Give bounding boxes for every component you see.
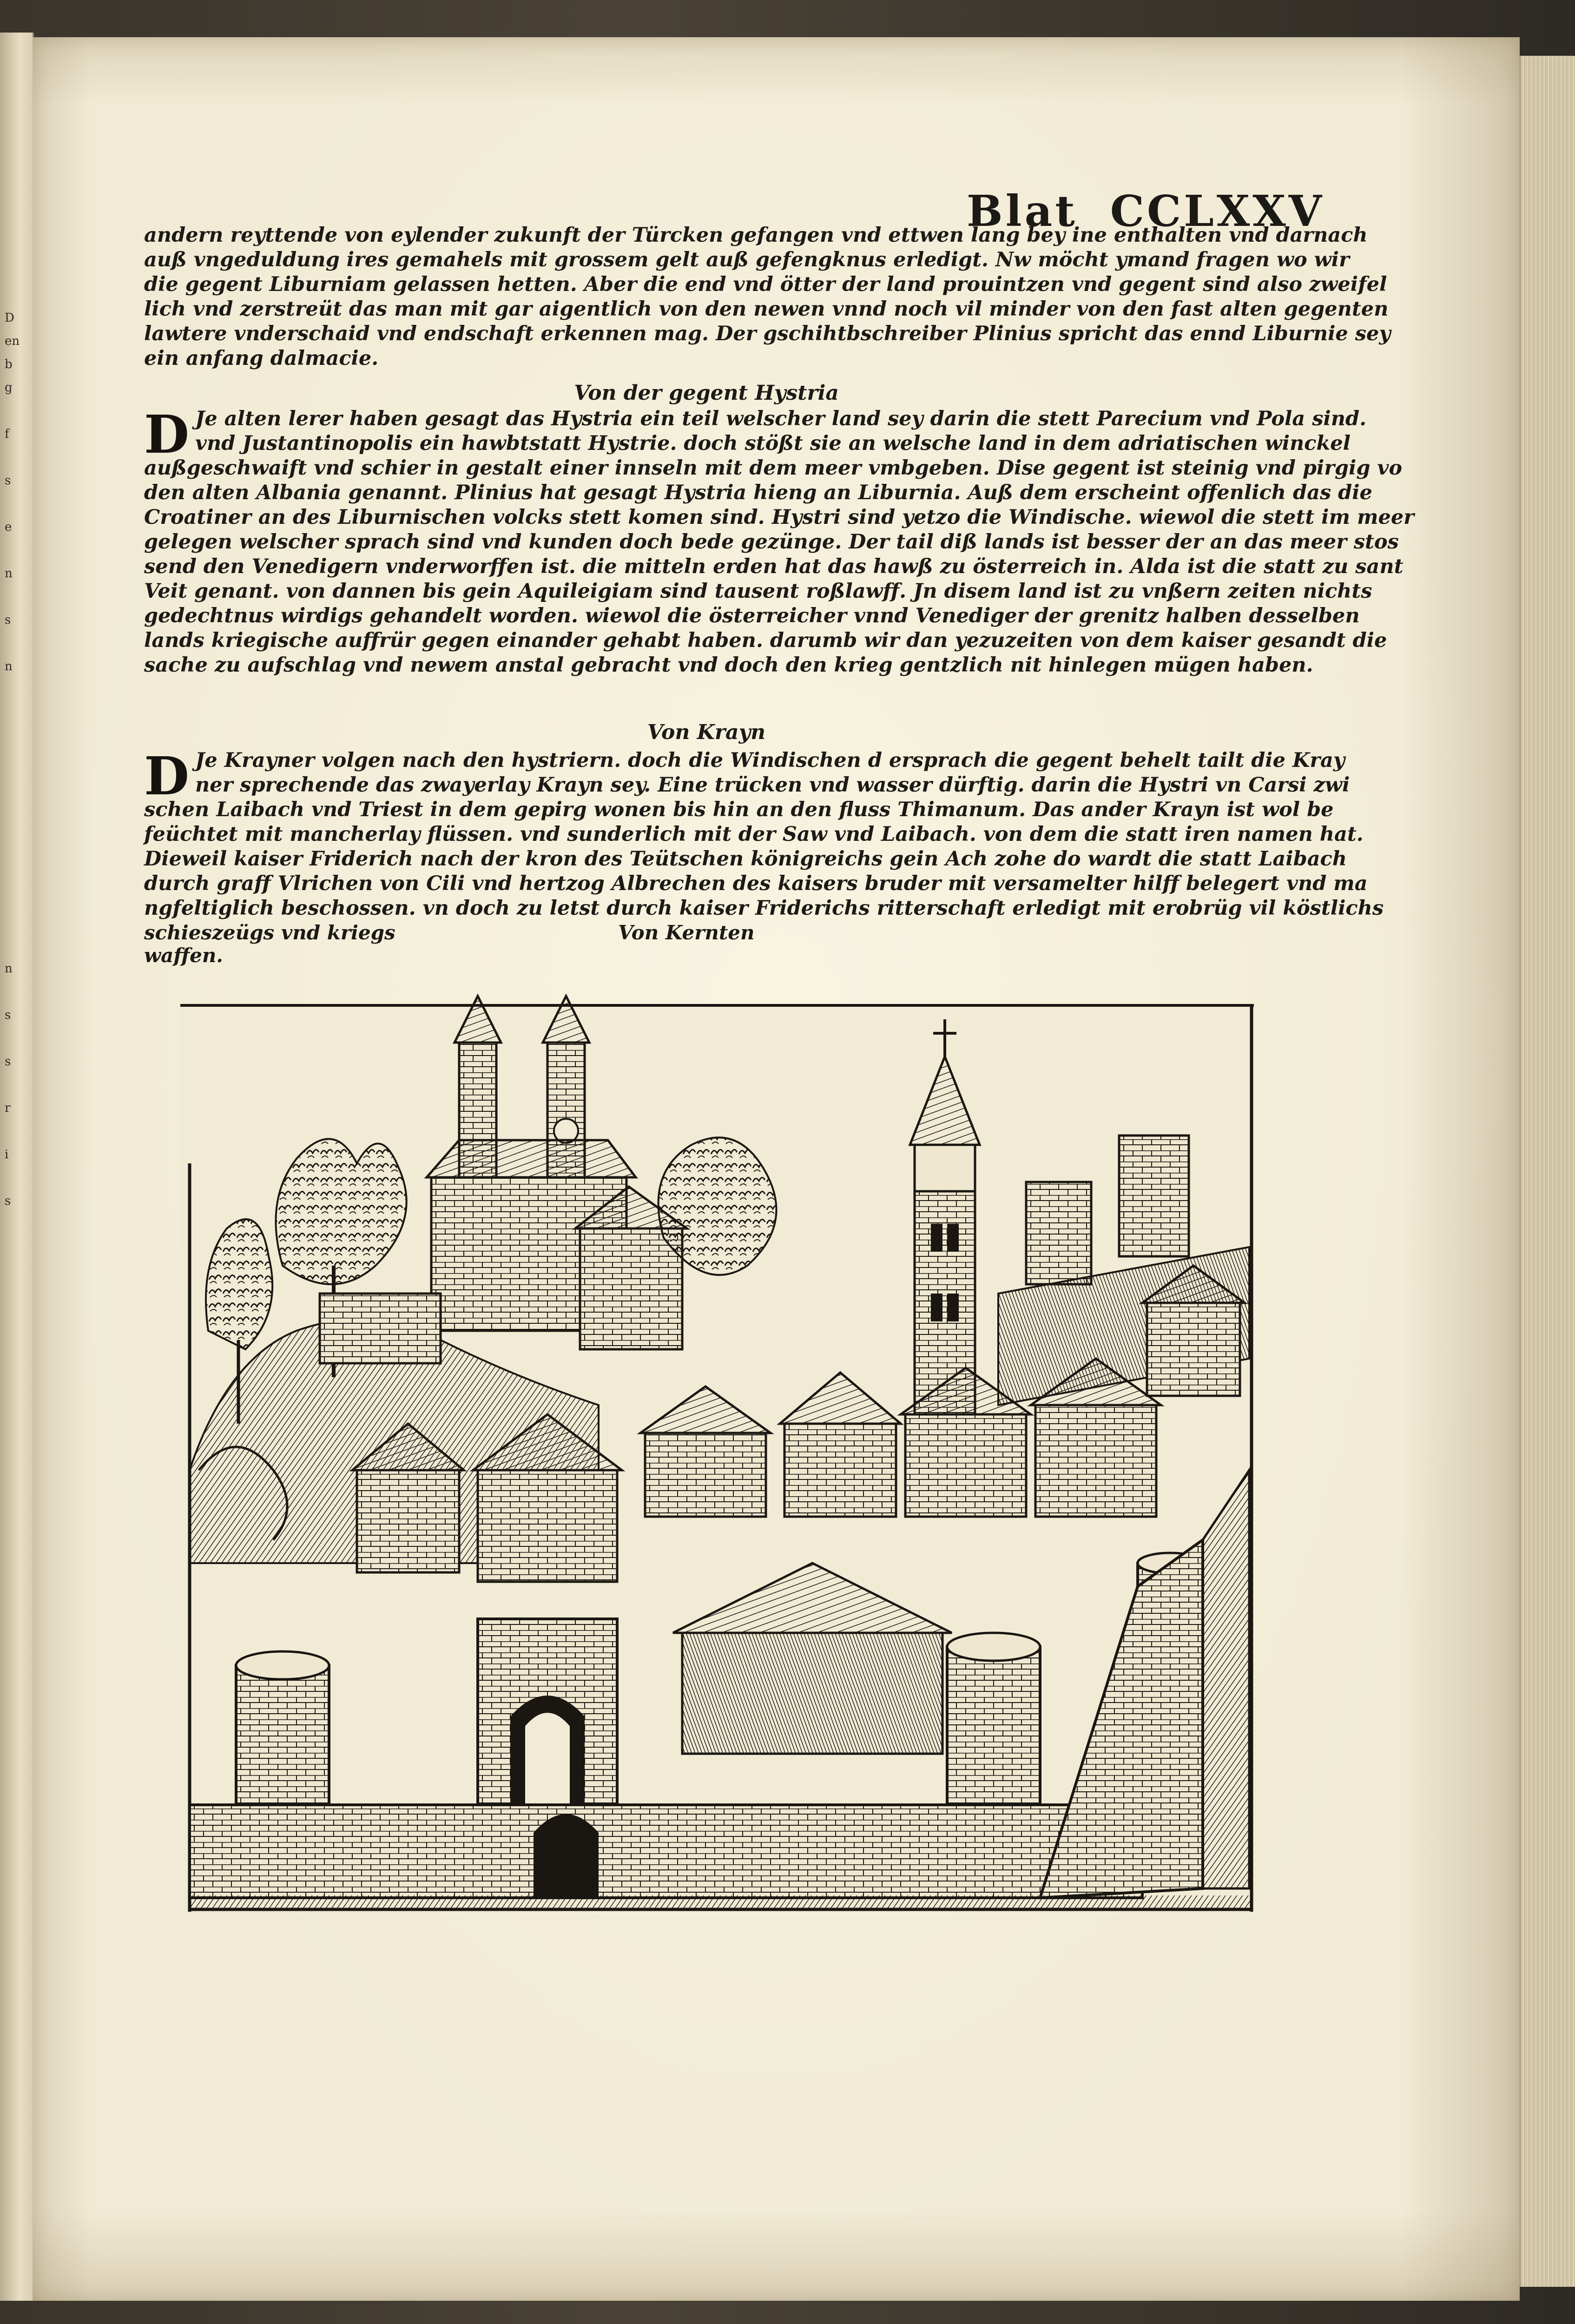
ghost-letter: e	[5, 520, 12, 534]
ghost-letter: D	[5, 311, 14, 325]
initial-letter: D	[144, 404, 190, 465]
krayn-paragraph	[144, 748, 1384, 921]
intro-paragraph	[144, 223, 1391, 371]
text-line: lawtere vnderschaid vnd endschaft erkennen mag. Der gschihtbschreiber Plinius spricht das ennd Liburnie sey	[144, 322, 1391, 345]
text-line: Je Krayner volgen nach den hystriern. doch die Windischen d ersprach die gegent behelt tailt die Kray	[195, 749, 1345, 772]
text-line: lich vnd zerstreüt das man mit gar aigentlich von den newen vnnd noch vil minder von den fast alten gegenten	[144, 297, 1389, 321]
text-line: send den Venedigern vnderworffen ist. die mitteln erden hat das hawß zu österreich in. Alda ist die statt zu sant	[144, 555, 1404, 578]
text-line: ein anfang dalmacie.	[144, 347, 379, 370]
woodcut-illustration	[180, 1005, 1254, 1912]
text-line: Dieweil kaiser Friderich nach der kron des Teütschen königreichs gein Ach zohe do wardt die statt Laibach	[144, 847, 1347, 871]
ghost-letter: n	[5, 660, 13, 673]
section-heading-krayn: Von Krayn	[647, 720, 766, 744]
ghost-letter: en	[5, 334, 20, 348]
text-line: Croatiner an des Liburnischen volcks stett komen sind. Hystri sind yetzo die Windische. wiewol die stett im meer	[144, 506, 1414, 529]
book-page	[33, 37, 1520, 2301]
left-facing-page	[0, 33, 34, 2301]
text-line: auß vngeduldung ires gemahels mit grossem gelt auß gefengknus erledigt. Nw möcht ymand fragen wo wir	[144, 248, 1350, 271]
ghost-letter: s	[5, 474, 11, 488]
city-gate	[478, 1619, 617, 1805]
text-line: Je alten lerer haben gesagt das Hystria ein teil welscher land sey darin die stett Parecium vnd Pola sind.	[195, 407, 1367, 430]
ghost-letter: s	[5, 613, 11, 627]
ghost-letter: f	[5, 427, 9, 441]
text-line: andern reyttende von eylender zukunft der Türcken gefangen vnd ettwen lang bey ine enthalten vnd darnach	[144, 224, 1368, 247]
text-line: vnd Justantinopolis ein hawbtstatt Hystrie. doch stößt sie an welsche land in dem adriatischen winckel	[195, 432, 1351, 455]
text-line: den alten Albania genannt. Plinius hat gesagt Hystria hieng an Liburnia. Auß dem erscheint offenlich das die	[144, 481, 1372, 504]
text-line: Veit genant. von dannen bis gein Aquileigiam sind tausent roßlawff. Jn disem land ist zu vnßern zeiten nichts	[144, 580, 1372, 603]
ghost-letter: n	[5, 962, 13, 976]
text-line: ner sprechende das zwayerlay Krayn sey. Eine trücken vnd wasser dürftig. darin die Hystri vn Carsi zwi	[195, 773, 1350, 797]
text-line: durch graff Vlrichen von Cili vnd hertzog Albrechen des kaisers bruder mit versamelter hilff belegert vnd ma	[144, 872, 1368, 895]
woodcut-city-view	[180, 1005, 1254, 1912]
ghost-letter: b	[5, 357, 13, 371]
text-line: die gegent Liburniam gelassen hetten. Aber die end vnd ötter der land prouintzen vnd gegent sind also zweifel	[144, 273, 1387, 296]
section-heading-kernten: Von Kernten	[618, 921, 755, 944]
text-line: ngfeltiglich beschossen. vn doch zu letst durch kaiser Friderichs ritterschaft erledigt mit erobrüg vil köstlichs	[144, 897, 1384, 920]
text-line: sache zu aufschlag vnd newem anstal gebracht vnd doch den krieg gentzlich nit hinlegen mügen haben.	[144, 654, 1313, 677]
foreground-ground	[190, 1895, 1252, 1909]
hystria-paragraph	[144, 407, 1414, 678]
page-edge-stack	[1520, 56, 1575, 2287]
ghost-letter: s	[5, 1008, 11, 1022]
text-line: feüchtet mit mancherlay flüssen. vnd sunderlich mit der Saw vnd Laibach. von dem die statt iren namen hat.	[144, 823, 1364, 846]
ghost-letter: s	[5, 1055, 11, 1069]
text-line: gelegen welscher sprach sind vnd kunden doch bede gezünge. Der tail diß lands ist besser der an das meer stos	[144, 530, 1399, 554]
text-line: schen Laibach vnd Triest in dem gepirg wonen bis hin an den fluss Thimanum. Das ander Krayn ist wol be	[144, 798, 1334, 821]
ghost-letter: n	[5, 567, 13, 581]
text-line: gedechtnus wirdigs gehandelt worden. wiewol die österreicher vnnd Venediger der grenitz halben desselben	[144, 604, 1360, 627]
ghost-letter: r	[5, 1101, 11, 1115]
initial-letter: D	[144, 746, 190, 807]
folio-word: Blat	[966, 186, 1078, 236]
folio-number: CCLXXV	[1110, 186, 1325, 236]
ghost-letter: i	[5, 1148, 9, 1162]
ghost-letter: s	[5, 1194, 11, 1208]
krayn-last-line: schieszeügs vnd kriegs waffen.	[144, 921, 395, 967]
timber-houses	[682, 1633, 942, 1754]
text-line: lands kriegische auffrür gegen einander gehabt haben. darumb wir dan yezuzeiten von dem kaiser gesandt die	[144, 629, 1387, 652]
ghost-letter: g	[5, 381, 13, 395]
section-heading-hystria: Von der gegent Hystria	[574, 381, 839, 405]
text-line: außgeschwaift vnd schier in gestalt einer innseln mit dem meer vmbgeben. Dise gegent ist steinig vnd pirgig vo	[144, 456, 1403, 480]
